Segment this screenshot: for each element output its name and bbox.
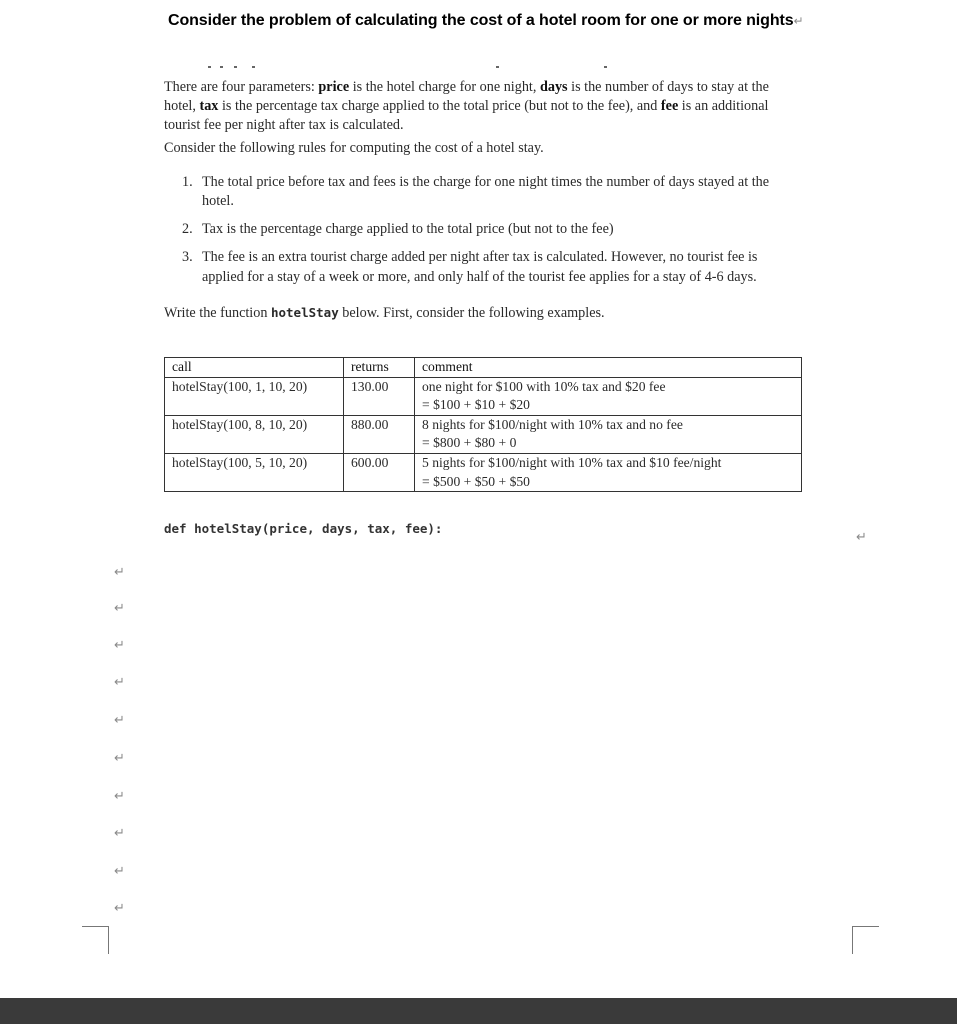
- param-tax: tax: [199, 98, 219, 115]
- examples-table: [164, 357, 802, 492]
- return-mark-icon: ↵: [114, 713, 125, 728]
- return-mark-icon: ↵: [856, 530, 867, 545]
- return-mark-icon: ↵: [114, 601, 125, 616]
- return-mark-icon: ↵: [114, 565, 125, 580]
- write-function-instruction: Write the function hotelStay below. First, consider the following examples.: [164, 304, 605, 321]
- comment-cell: 8 nights for $100/night with 10% tax and no fee = $800 + $80 + 0: [415, 415, 802, 453]
- cropped-text-line: [196, 66, 616, 72]
- table-row: [165, 377, 802, 415]
- rule-item: 1. The total price before tax and fees is the charge for one night times the number of days stayed at the hotel.: [182, 173, 770, 210]
- return-mark-icon: ↵: [114, 826, 125, 841]
- call-cell: hotelStay(100, 5, 10, 20): [165, 453, 344, 491]
- problem-text: [164, 78, 784, 323]
- page-corner-mark: [852, 926, 879, 954]
- return-mark-icon: ↵: [114, 789, 125, 804]
- call-cell: hotelStay(100, 1, 10, 20): [165, 377, 344, 415]
- return-mark-icon: ↵: [114, 675, 125, 690]
- call-cell: hotelStay(100, 8, 10, 20): [165, 415, 344, 453]
- returns-cell: 130.00: [344, 377, 415, 415]
- heading-text: Consider the problem of calculating the cost of a hotel room for one or more nights: [168, 12, 794, 29]
- returns-cell: 880.00: [344, 415, 415, 453]
- rule-item: 3. The fee is an extra tourist charge added per night after tax is calculated. However, no tourist fee is applied for a stay of a week or more, and only half of the tourist fee applies for a stay of 4-6 days.: [182, 249, 758, 285]
- return-mark-icon: ↵: [114, 864, 125, 879]
- param-fee: fee: [660, 98, 679, 115]
- function-signature: def hotelStay(price, days, tax, fee):: [164, 521, 443, 536]
- header-comment: comment: [415, 358, 802, 378]
- return-mark-icon: ↵: [114, 751, 125, 766]
- rule-item: 2. Tax is the percentage charge applied to the total price (but not to the fee): [182, 221, 614, 238]
- rules-intro: Consider the following rules for computing the cost of a hotel stay.: [164, 139, 544, 156]
- document-heading: [168, 12, 804, 30]
- returns-cell: 600.00: [344, 453, 415, 491]
- table-row: [165, 415, 802, 453]
- rules-list: [164, 173, 784, 287]
- page-corner-mark: [82, 926, 109, 954]
- function-name: hotelStay: [270, 304, 339, 320]
- header-returns: returns: [344, 358, 415, 378]
- table-row: [165, 453, 802, 491]
- param-days: days: [539, 79, 568, 95]
- comment-cell: 5 nights for $100/night with 10% tax and $10 fee/night = $500 + $50 + $50: [415, 453, 802, 491]
- param-price: price: [318, 79, 350, 95]
- paragraph-mark-icon: ↵: [793, 14, 804, 28]
- header-call: call: [165, 358, 344, 378]
- bottom-status-bar: [0, 998, 957, 1024]
- table-header-row: [165, 358, 802, 378]
- intro-paragraph: There are four parameters: price is the hotel charge for one night, days is the number of days to stay at the hotel, tax is the percentage tax charge applied to the total price (but not to the fee), and fee is an additional tourist fee per night after tax is calculated.: [164, 79, 769, 134]
- return-mark-icon: ↵: [114, 901, 125, 916]
- return-mark-icon: ↵: [114, 638, 125, 653]
- comment-cell: one night for $100 with 10% tax and $20 fee = $100 + $10 + $20: [415, 377, 802, 415]
